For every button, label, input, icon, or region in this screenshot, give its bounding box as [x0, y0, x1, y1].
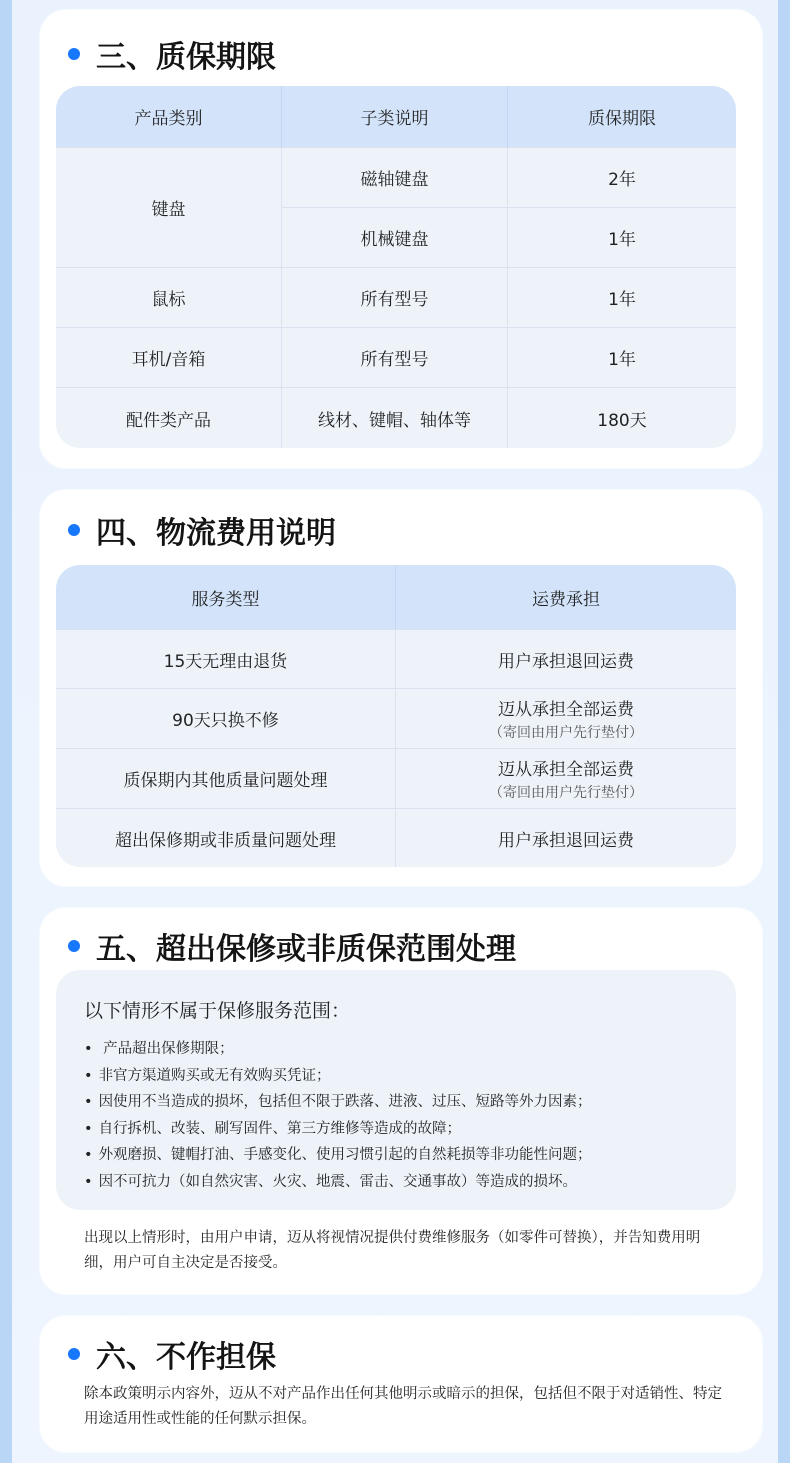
cell-period: 180天 — [508, 387, 736, 448]
header-service: 服务类型 — [56, 565, 396, 629]
fee-text: 迈从承担全部运费 — [498, 760, 634, 780]
cell-fee — [396, 688, 736, 748]
out-of-warranty-card — [40, 908, 762, 1294]
cell-period: 1年 — [508, 327, 736, 387]
cell-category: 键盘 — [56, 147, 282, 267]
list-item: • 外观磨损、键帽打油、手感变化、使用习惯引起的自然耗损等非功能性问题； — [84, 1142, 592, 1169]
policy-page — [12, 0, 778, 1463]
shipping-fee-card — [40, 490, 762, 886]
exclusion-heading: 以下情形不属于保修服务范围： — [84, 1000, 351, 1022]
cell-category: 鼠标 — [56, 267, 282, 327]
cell-service: 15天无理由退货 — [56, 629, 396, 688]
fee-note: （寄回由用户先行垫付） — [489, 725, 643, 741]
table-row — [56, 387, 736, 448]
no-warranty-card — [40, 1316, 762, 1452]
cell-subcategory: 线材、键帽、轴体等 — [282, 387, 508, 448]
exclusion-box — [56, 970, 736, 1210]
table-header-row — [56, 565, 736, 629]
table-row — [56, 147, 736, 207]
warranty-table — [56, 86, 736, 448]
cell-service: 超出保修期或非质量问题处理 — [56, 808, 396, 867]
section-title-text: 三、质保期限 — [96, 40, 276, 75]
section-title-shipping — [68, 508, 336, 552]
table-row — [56, 688, 736, 748]
cell-period: 1年 — [508, 207, 736, 267]
section-title-out-of-warranty — [68, 924, 516, 968]
list-item: • 产品超出保修期限； — [84, 1036, 592, 1063]
cell-period: 1年 — [508, 267, 736, 327]
section-title-text: 四、物流费用说明 — [96, 516, 336, 551]
disclaimer-text: 除本政策明示内容外，迈从不对产品作出任何其他明示或暗示的担保，包括但不限于对适销性、特定用途适用性或性能的任何默示担保。 — [84, 1386, 722, 1427]
table-row — [56, 267, 736, 327]
cell-subcategory: 磁轴键盘 — [282, 147, 508, 207]
table-row — [56, 748, 736, 808]
cell-service: 90天只换不修 — [56, 688, 396, 748]
cell-subcategory: 所有型号 — [282, 327, 508, 387]
out-of-warranty-note: 出现以上情形时，由用户申请，迈从将视情况提供付费维修服务（如零件可替换），并告知费用明细，用户可自主决定是否接受。 — [84, 1230, 701, 1271]
cell-period: 2年 — [508, 147, 736, 207]
table-row — [56, 327, 736, 387]
exclusion-list — [84, 1036, 592, 1195]
fee-text: 用户承担退回运费 — [498, 830, 634, 851]
fee-text: 迈从承担全部运费 — [498, 700, 634, 720]
cell-fee — [396, 629, 736, 688]
warranty-period-card — [40, 10, 762, 468]
cell-category: 配件类产品 — [56, 387, 282, 448]
fee-note: （寄回由用户先行垫付） — [489, 785, 643, 801]
list-item: • 非官方渠道购买或无有效购买凭证； — [84, 1063, 592, 1090]
cell-subcategory: 所有型号 — [282, 267, 508, 327]
section-title-warranty — [68, 32, 276, 76]
header-fee: 运费承担 — [396, 565, 736, 629]
section-title-no-warranty — [68, 1332, 276, 1376]
fee-text: 用户承担退回运费 — [498, 651, 634, 672]
bullet-dot-icon — [68, 940, 80, 952]
cell-service: 质保期内其他质量问题处理 — [56, 748, 396, 808]
header-subcategory: 子类说明 — [282, 86, 508, 147]
section-title-text: 六、不作担保 — [96, 1340, 276, 1375]
bullet-dot-icon — [68, 1348, 80, 1360]
section-title-text: 五、超出保修或非质保范围处理 — [96, 932, 516, 967]
cell-fee — [396, 748, 736, 808]
bullet-dot-icon — [68, 48, 80, 60]
header-period: 质保期限 — [508, 86, 736, 147]
cell-category: 耳机/音箱 — [56, 327, 282, 387]
bullet-dot-icon — [68, 524, 80, 536]
shipping-table — [56, 565, 736, 867]
cell-subcategory: 机械键盘 — [282, 207, 508, 267]
table-row — [56, 629, 736, 688]
list-item: • 因不可抗力（如自然灾害、火灾、地震、雷击、交通事故）等造成的损坏。 — [84, 1169, 592, 1196]
table-row — [56, 808, 736, 867]
header-category: 产品类别 — [56, 86, 282, 147]
table-header-row — [56, 86, 736, 147]
list-item: • 因使用不当造成的损坏，包括但不限于跌落、进液、过压、短路等外力因素； — [84, 1089, 592, 1116]
list-item: • 自行拆机、改装、刷写固件、第三方维修等造成的故障； — [84, 1116, 592, 1143]
cell-fee — [396, 808, 736, 867]
